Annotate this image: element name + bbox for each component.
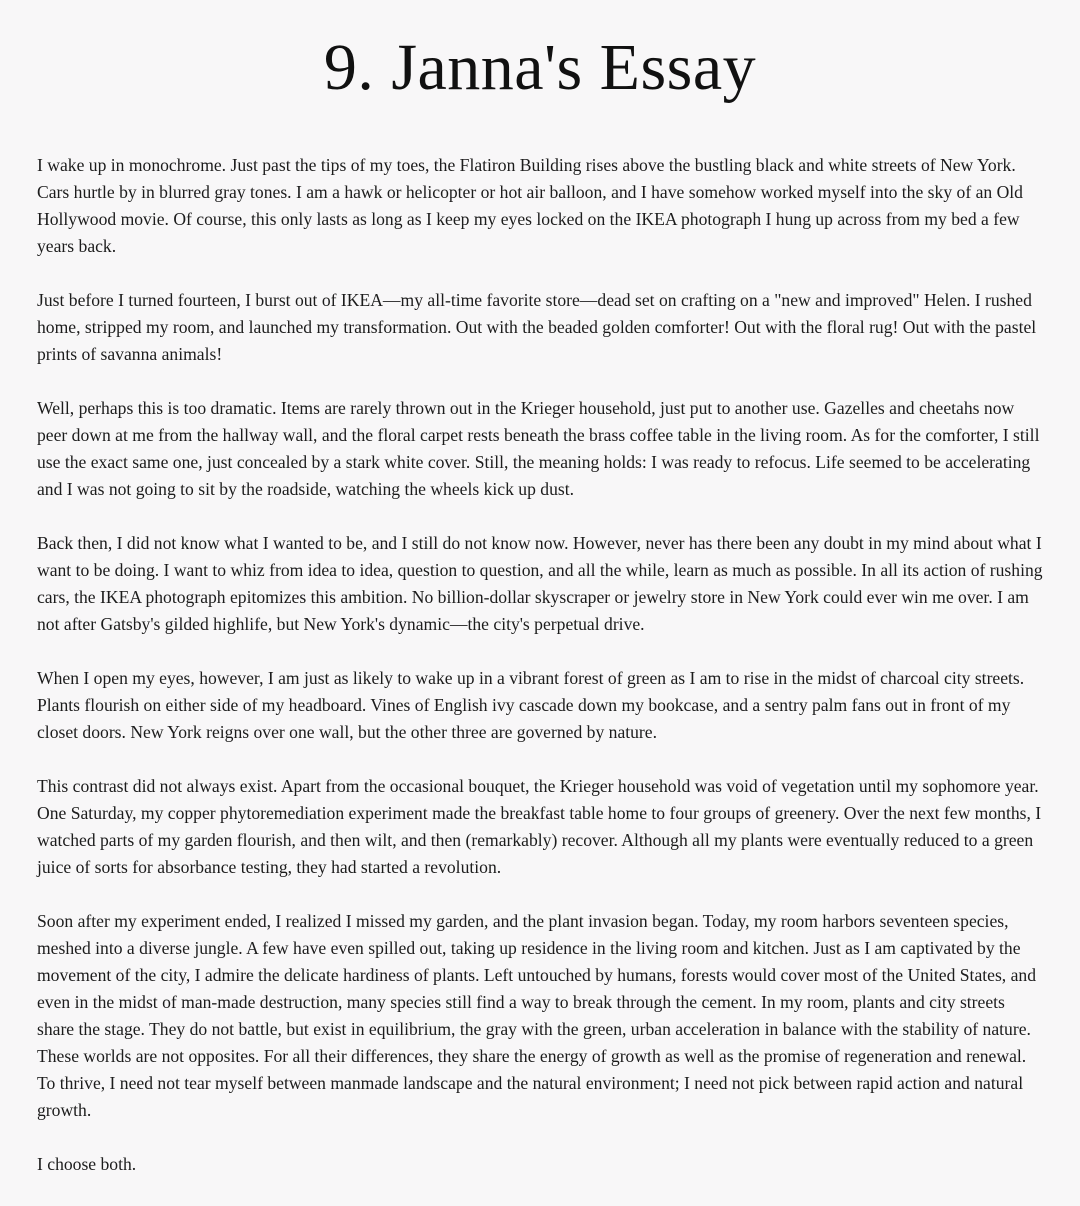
essay-paragraph: Back then, I did not know what I wanted to be, and I still do not know now. However, never has there been any doubt in my mind about what I want to be doing. I want to whiz from idea to idea, question to question, and all the while, learn as much as possible. In all its action of rushing cars, the IKEA photograph epitomizes this ambition. No billion-dollar skyscraper or jewelry store in New York could ever win me over. I am not after Gatsby's gilded highlife, but New York's dynamic—the city's perpetual drive. (37, 533, 1043, 634)
essay-paragraph: I wake up in monochrome. Just past the tips of my toes, the Flatiron Building rises above the bustling black and white streets of New York. Cars hurtle by in blurred gray tones. I am a hawk or helicopter or hot air balloon, and I have somehow worked myself into the sky of an Old Hollywood movie. Of course, this only lasts as long as I keep my eyes locked on the IKEA photograph I hung up across from my bed a few years back. (37, 155, 1023, 256)
essay-paragraph: Well, perhaps this is too dramatic. Items are rarely thrown out in the Krieger household, just put to another use. Gazelles and cheetahs now peer down at me from the hallway wall, and the floral carpet rests beneath the brass coffee table in the living room. As for the comforter, I still use the exact same one, just concealed by a stark white cover. Still, the meaning holds: I was ready to refocus. Life seemed to be accelerating and I was not going to sit by the roadside, watching the wheels kick up dust. (37, 398, 1040, 499)
essay-title: 9. Janna's Essay (323, 31, 757, 104)
essay-paragraph: This contrast did not always exist. Apart from the occasional bouquet, the Krieger household was void of vegetation until my sophomore year. One Saturday, my copper phytoremediation experiment made the breakfast table home to four groups of greenery. Over the next few months, I watched parts of my garden flourish, and then wilt, and then (remarkably) recover. Although all my plants were eventually reduced to a green juice of sorts for absorbance testing, they had started a revolution. (37, 776, 1042, 877)
essay-paragraph: I choose both. (37, 1154, 137, 1174)
essay-body (37, 152, 1043, 1178)
essay-paragraph: Just before I turned fourteen, I burst out of IKEA—my all-time favorite store—dead set on crafting on a "new and improved" Helen. I rushed home, stripped my room, and launched my transformation. Out with the beaded golden comforter! Out with the floral rug! Out with the pastel prints of savanna animals! (37, 290, 1037, 364)
essay-paragraph: Soon after my experiment ended, I realized I missed my garden, and the plant invasion began. Today, my room harbors seventeen species, meshed into a diverse jungle. A few have even spilled out, taking up residence in the living room and kitchen. Just as I am captivated by the movement of the city, I admire the delicate hardiness of plants. Left untouched by humans, forests would cover most of the United States, and even in the midst of man-made destruction, many species still find a way to break through the cement. In my room, plants and city streets share the stage. They do not battle, but exist in equilibrium, the gray with the green, urban acceleration in balance with the stability of nature. These worlds are not opposites. For all their differences, they share the energy of growth as well as the promise of regeneration and renewal. To thrive, I need not tear myself between manmade landscape and the natural environment; I need not pick between rapid action and natural growth. (37, 911, 1036, 1120)
essay-paragraph: When I open my eyes, however, I am just as likely to wake up in a vibrant forest of green as I am to rise in the midst of charcoal city streets. Plants flourish on either side of my headboard. Vines of English ivy cascade down my bookcase, and a sentry palm fans out in front of my closet doors. New York reigns over one wall, but the other three are governed by nature. (37, 668, 1025, 742)
